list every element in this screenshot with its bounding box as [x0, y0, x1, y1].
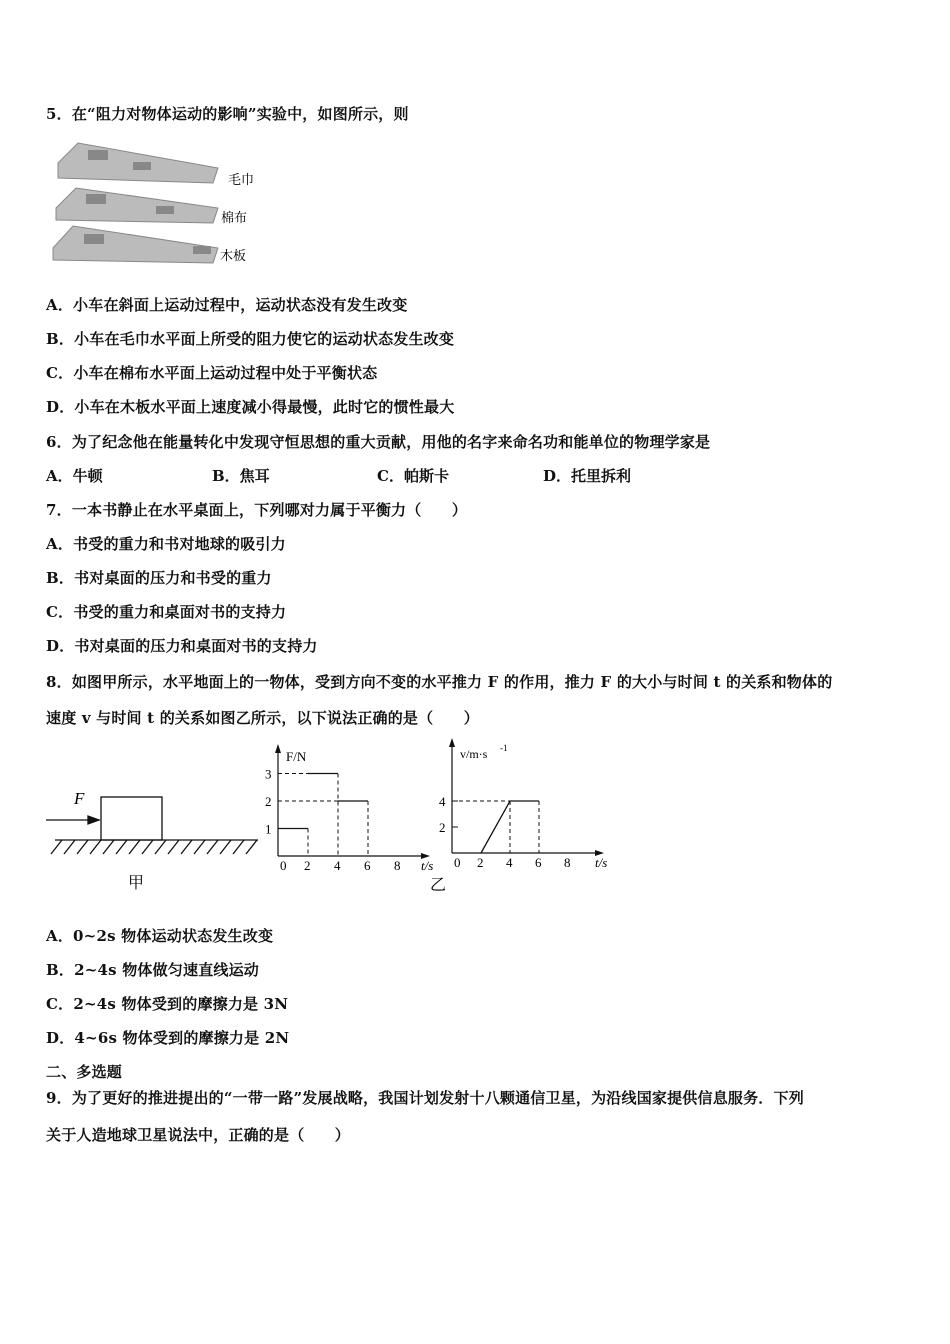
- q9-stem-line1: 9．为了更好的推进提出的“一带一路”发展战略，我国计划发射十八颗通信卫星，为沿线国家提供信息服务．下列: [46, 1089, 804, 1107]
- label-wood: 木板: [220, 248, 247, 263]
- velocity-time-graph: [439, 738, 607, 870]
- q8-stem-line2: 速度 v 与时间 t 的关系如图乙所示，以下说法正确的是（ ）: [46, 709, 479, 727]
- y-tick-label: 4: [439, 794, 446, 809]
- y-arrowhead: [449, 738, 455, 747]
- x-tick-label: 4: [334, 858, 341, 873]
- hatch-mark: [220, 840, 231, 854]
- q9-stem-line2: 关于人造地球卫星说法中，正确的是（ ）: [46, 1126, 351, 1144]
- q5-option-c[interactable]: C．小车在棉布水平面上运动过程中处于平衡状态: [46, 364, 378, 382]
- hatch-mark: [116, 840, 127, 854]
- force-time-graph: [265, 744, 433, 873]
- q6-option-b[interactable]: B．焦耳: [212, 467, 270, 485]
- label-towel: 毛巾: [228, 172, 255, 187]
- force-label: F: [74, 789, 85, 808]
- q5-option-d[interactable]: D．小车在木板水平面上速度减小得最慢，此时它的惯性最大: [46, 398, 455, 416]
- q6-option-a[interactable]: A．牛顿: [46, 467, 103, 485]
- hatch-mark: [51, 840, 62, 854]
- hatch-mark: [142, 840, 153, 854]
- x-tick-label: 8: [564, 855, 571, 870]
- q8-option-c[interactable]: C．2~4s 物体受到的摩擦力是 3N: [46, 995, 289, 1013]
- hatch-mark: [194, 840, 205, 854]
- x-axis-label: t/s: [595, 855, 608, 870]
- y-axis-label: v/m·s: [460, 747, 488, 761]
- q8-option-b[interactable]: B．2~4s 物体做匀速直线运动: [46, 961, 259, 979]
- x-tick-label: 6: [364, 858, 371, 873]
- section-heading-multiple-choice: 二、多选题: [46, 1063, 123, 1081]
- q5-option-b[interactable]: B．小车在毛巾水平面上所受的阻力使它的运动状态发生改变: [46, 330, 455, 348]
- x-tick-label: 0: [280, 858, 287, 873]
- hatch-mark: [77, 840, 88, 854]
- x-axis-label: t/s: [421, 858, 434, 873]
- x-tick-label: 2: [304, 858, 311, 873]
- force-arrowhead: [88, 816, 99, 824]
- x-tick-label: 8: [394, 858, 401, 873]
- y-arrowhead: [275, 744, 281, 753]
- block: [101, 797, 162, 840]
- q8-option-d[interactable]: D．4~6s 物体受到的摩擦力是 2N: [46, 1029, 290, 1047]
- x-tick-label: 2: [477, 855, 484, 870]
- y-tick-label: 1: [265, 821, 272, 837]
- y-tick-label: 2: [439, 820, 446, 835]
- hatch-mark: [64, 840, 75, 854]
- q7-stem: 7．一本书静止在水平桌面上，下列哪对力属于平衡力（ ）: [46, 501, 468, 519]
- q7-option-b[interactable]: B．书对桌面的压力和书受的重力: [46, 569, 272, 587]
- hatch-mark: [168, 840, 179, 854]
- q8-option-a[interactable]: A．0~2s 物体运动状态发生改变: [46, 927, 274, 945]
- q8-stem-line1: 8．如图甲所示，水平地面上的一物体，受到方向不变的水平推力 F 的作用，推力 F 的大小与时间 t 的关系和物体的: [46, 673, 833, 691]
- hatch-mark: [246, 840, 257, 854]
- caption-yi: 乙: [430, 877, 447, 894]
- q6-option-d[interactable]: D．托里拆利: [543, 467, 632, 485]
- hatch-mark: [103, 840, 114, 854]
- caption-jia: 甲: [128, 875, 145, 892]
- y-tick-label: 3: [265, 766, 272, 782]
- hatch-mark: [181, 840, 192, 854]
- y-tick-label: 2: [265, 794, 272, 809]
- q5-stem: 5．在“阻力对物体运动的影响”实验中，如图所示，则: [46, 105, 409, 123]
- hatch-mark: [155, 840, 166, 854]
- q7-option-c[interactable]: C．书受的重力和桌面对书的支持力: [46, 603, 287, 621]
- q6-stem: 6．为了纪念他在能量转化中发现守恒思想的重大贡献，用他的名字来命名功和能单位的物理学家是: [46, 433, 711, 451]
- hatch-mark: [90, 840, 101, 854]
- y-axis-label: F/N: [286, 749, 307, 764]
- q7-option-a[interactable]: A．书受的重力和书对地球的吸引力: [46, 535, 286, 553]
- hatch-mark: [233, 840, 244, 854]
- hatch-mark: [207, 840, 218, 854]
- hatch-mark: [129, 840, 140, 854]
- x-tick-label: 4: [506, 855, 513, 870]
- x-tick-label: 6: [535, 855, 542, 870]
- q7-option-d[interactable]: D．书对桌面的压力和桌面对书的支持力: [46, 637, 318, 655]
- ground-hatching: [51, 840, 257, 854]
- label-cotton: 棉布: [221, 210, 248, 225]
- x-tick-label: 0: [454, 855, 461, 870]
- q6-option-c[interactable]: C．帕斯卡: [377, 467, 449, 485]
- q5-option-a[interactable]: A．小车在斜面上运动过程中，运动状态没有发生改变: [46, 296, 408, 314]
- y-axis-label-superscript: -1: [500, 743, 508, 753]
